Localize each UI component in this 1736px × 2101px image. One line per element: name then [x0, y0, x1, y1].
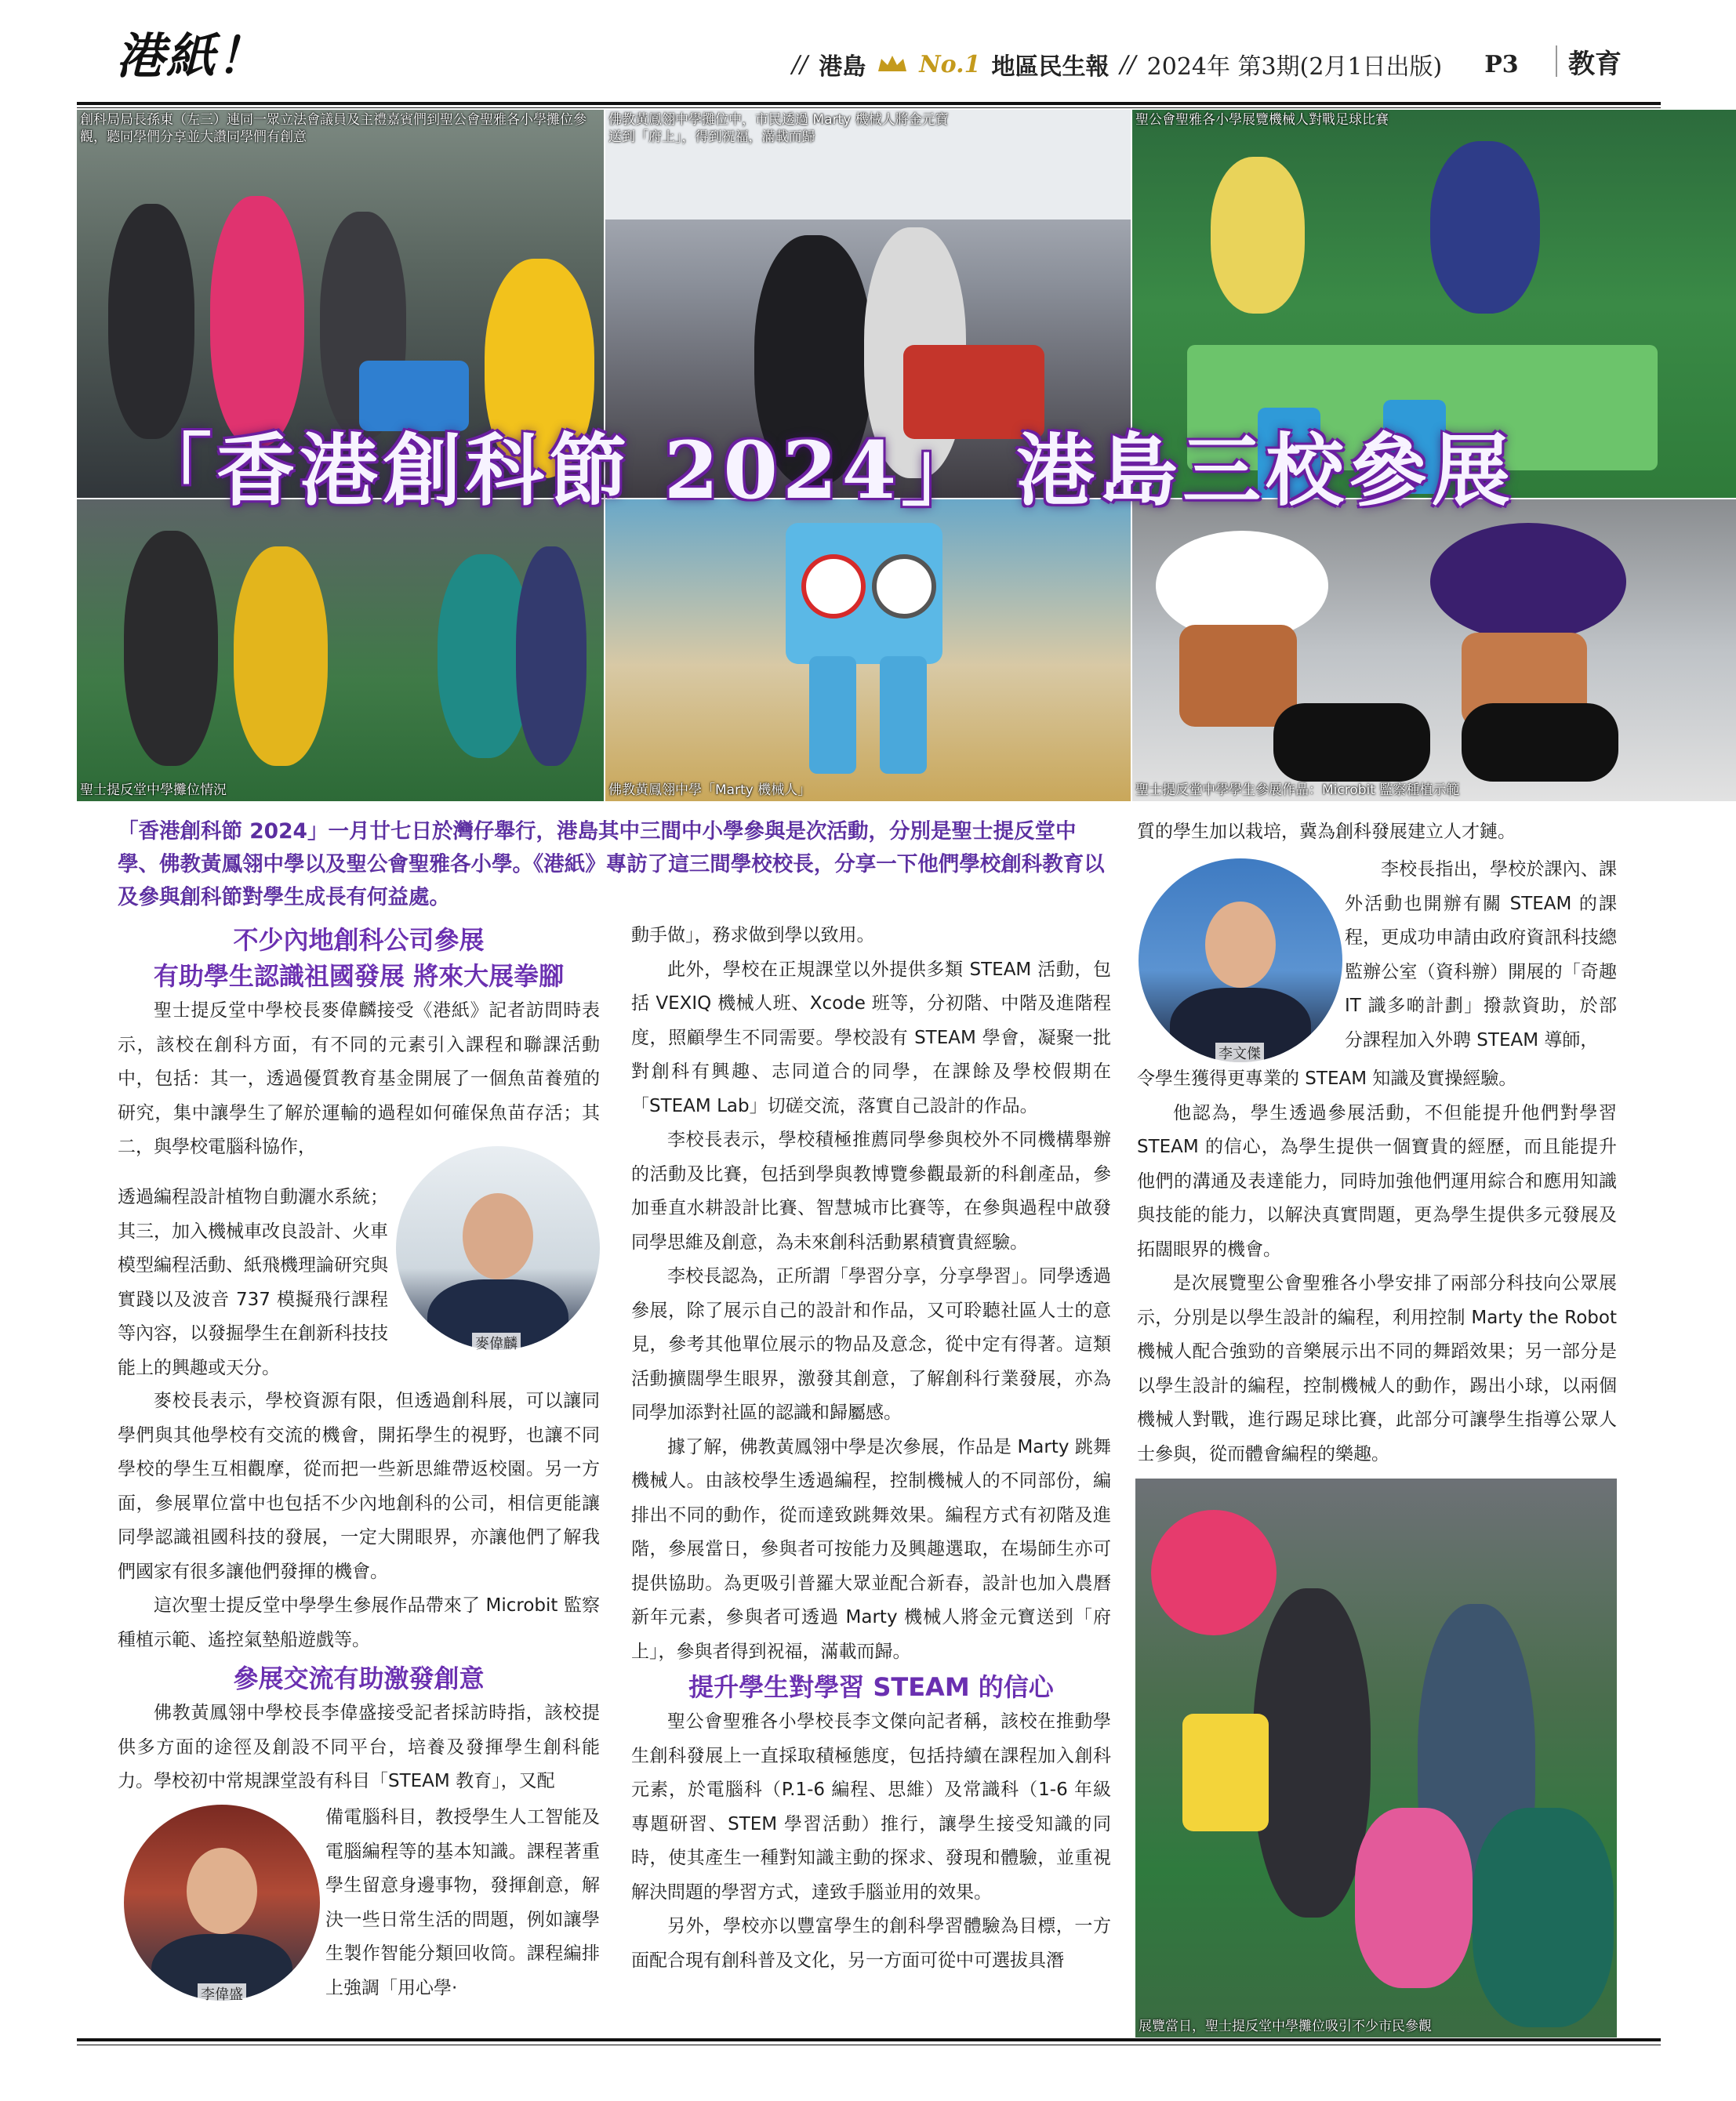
portrait-caption: 李偉盛: [198, 1983, 246, 2004]
article-paragraph: 質的學生加以栽培，冀為創科發展建立人才鏈。: [1137, 822, 1516, 842]
column-1: [118, 922, 600, 1165]
subheading: 不少內地創科公司參展: [233, 925, 485, 955]
photo-marty-robot: [605, 499, 1131, 801]
article-paragraph: 另外，學校亦以豐富學生的創科學習體驗為目標，一方面配合現有創科普及文化，另一方面可從中可選拔具潛: [631, 1916, 1111, 1971]
portrait-lee-man-kit: [1139, 858, 1342, 1062]
masthead-tagline: 地區民生報: [991, 53, 1110, 81]
masthead-issue: 2024年 第3期(2月1日出版): [1146, 53, 1443, 81]
column-1-wrap: [118, 1181, 388, 1385]
section-name: 教育: [1568, 49, 1622, 80]
top-rule-thin: [77, 107, 1661, 108]
masthead-info: [792, 47, 1519, 82]
photo-visitors: [1135, 1479, 1617, 2037]
article-paragraph: 是次展覽聖公會聖雅各小學安排了兩部分科技向公眾展示，分別是以學生設計的編程，利用控制 Marty the Robot 機械人配合強勁的音樂展示出不同的舞蹈效果；另一部分是以學生設計的編程，控制機械人的動作，踢出小球，以兩個機械人對戰，進行踢足球比賽，此部分可讓學生指導公眾人士參與，從而體會編程的樂趣。: [1137, 1273, 1617, 1464]
newspaper-logo: 港紙！: [116, 27, 267, 85]
article-paragraph: 令學生獲得更專業的 STEAM 知識及實操經驗。: [1137, 1069, 1517, 1089]
top-rule: [77, 102, 1661, 105]
article-paragraph: 聖公會聖雅各小學校長李文傑向記者稱，該校在推動學生創科發展上一直採取積極態度，包括持續在課程加入創科元素，於電腦科（P.1-6 編程、思維）及常識科（1-6 年級專題研習、STEM 學習活動）推行，讓學生接受知識的同時，使其產生一種對知識主動的探求、發現和體驗，並重視解決問題的學習方式，達致手腦並用的效果。: [631, 1711, 1111, 1903]
article-paragraph: 李校長表示，學校積極推薦同學參與校外不同機構舉辦的活動及比賽，包括到學與教博覽參觀最新的科創產品，參加垂直水耕設計比賽、智慧城市比賽等，在參與過程中啟發同學思維及創意，為未來創科活動累積寶貴經驗。: [631, 1130, 1111, 1253]
article-paragraph: 備電腦科目，教授學生人工智能及電腦編程等的基本知識。課程著重學生留意身邊事物，發揮創意，解決一些日常生活的問題，例如讓學生製作智能分類回收筒。課程編排上強調「用心學·: [325, 1807, 600, 1998]
masthead-rank: No.1: [919, 50, 981, 78]
lead-paragraph: 「香港創科節 2024」一月廿七日於灣仔舉行，港島其中三間中小學參與是次活動，分別是聖士提反堂中學、佛教黃鳳翎中學以及聖公會聖雅各小學。《港紙》專訪了這三間學校校長，分享一下他們學校創科教育以及參與創科節對學生成長有何益處。: [118, 819, 1105, 909]
article-paragraph: 此外，學校在正規課堂以外提供多類 STEAM 活動，包括 VEXIQ 機械人班、Xcode 班等，分初階、中階及進階程度，照顧學生不同需要。學校設有 STEAM 學會，凝聚一批對創科有興趣、志同道合的同學，在課餘及學校假期在「STEAM Lab」切磋交流，落實自己設計的作品。: [631, 959, 1111, 1116]
column-2: [631, 919, 1111, 1978]
portrait-caption: 李文傑: [1215, 1043, 1264, 1063]
article-paragraph: 這次聖士提反堂中學學生參展作品帶來了 Microbit 監察種植示範、遙控氣墊船遊戲等。: [118, 1595, 600, 1650]
portrait-caption: 麥偉麟: [472, 1333, 521, 1353]
article-paragraph: 動手做」，務求做到學以致用。: [631, 925, 875, 945]
photo-caption: 佛教黃鳳翎中學攤位中，市民透過 Marty 機械人將金元寶送到「府上」，得到祝福，滿載而歸: [608, 112, 949, 145]
photo-caption: 聖士提反堂中學攤位情況: [80, 782, 227, 798]
photo-caption: 聖士提反堂中學學生參展作品：Microbit 監察種植示範: [1135, 782, 1460, 798]
article-paragraph: 李校長指出，學校於課內、課外活動也開辦有關 STEAM 的課程，更成功申請由政府資訊科技總監辦公室（資科辦）開展的「奇趣 IT 識多啲計劃」撥款資助，於部分課程加入外聘 STEAM 導師，: [1345, 859, 1617, 1050]
photo-caption: 佛教黃鳳翎中學「Marty 機械人」: [608, 782, 812, 798]
subheading: 有助學生認識祖國發展 將來大展拳腳: [153, 961, 565, 991]
bottom-rule: [77, 2038, 1661, 2041]
article-paragraph: 他認為，學生透過參展活動，不但能提升他們對學習 STEAM 的信心，為學生提供一個寶貴的經歷，而且能提升他們的溝通及表達能力，同時加強他們運用綜合和應用知識與技能的能力，以解決真實問題，更為學生提供多元發展及拓闊眼界的機會。: [1137, 1102, 1617, 1260]
photo-microbit-plants: [1132, 499, 1736, 801]
article-paragraph: 聖士提反堂中學校長麥偉麟接受《港紙》記者訪問時表示，該校在創科方面，有不同的元素引入課程和聯課活動中，包括：其一，透過優質教育基金開展了一個魚苗養殖的研究，集中讓學生了解於運輸的過程如何確保魚苗存活；其二，與學校電腦科協作，: [118, 1000, 600, 1157]
column-3-wrap: [1345, 853, 1617, 1058]
crown-icon: [877, 54, 908, 74]
portrait-lee-wai-shing: [124, 1805, 320, 2001]
photo-caption: 展覽當日，聖士提反堂中學攤位吸引不少市民參觀: [1139, 2019, 1432, 2034]
article-paragraph: 據了解，佛教黃鳳翎中學是次參展，作品是 Marty 跳舞機械人。由該校學生透過編程，控制機械人的不同部份，編排出不同的動作，從而達致跳舞效果。編程方式有初階及進階，參展當日，參與者可按能力及興趣選取，在場師生亦可提供協助。為更吸引普羅大眾並配合新春，設計也加入農曆新年元素，參與者可透過 Marty 機械人將金元寶送到「府上」，參與者得到祝福，滿載而歸。: [631, 1436, 1111, 1662]
portrait-mak: [396, 1146, 600, 1350]
column-1-cont: [118, 1384, 600, 1799]
article-paragraph: 透過編程設計植物自動灑水系統；其三，加入機械車改良設計、火車模型編程活動、紙飛機理論研究與實踐以及波音 737 模擬飛行課程等內容，以發掘學生在創新科技技能上的興趣或天分。: [118, 1187, 388, 1378]
article-paragraph: 麥校長表示，學校資源有限，但透過創科展，可以讓同學們與其他學校有交流的機會，開拓學生的視野，也讓不同學校的學生互相觀摩，從而把一些新思維帶返校園。另一方面，參展單位當中也包括不少內地創科的公司，相信更能讓同學認識祖國科技的發展，一定大開眼界，亦讓他們了解我們國家有很多讓他們發揮的機會。: [118, 1391, 600, 1582]
photo-ssc-booth: [77, 499, 604, 801]
article-paragraph: 李校長認為，正所謂「學習分享，分享學習」。同學透過參展，除了展示自己的設計和作品，又可聆聽社區人士的意見，參考其他單位展示的物品及意念，從中定有得著。這類活動擴闊學生眼界，激發其創意，了解創科行業發展，亦為同學加添對社區的認識和歸屬感。: [631, 1266, 1111, 1423]
masthead-divider: [1556, 45, 1557, 77]
photo-caption: 創科局局長孫東（左三）連同一眾立法會議員及主禮嘉賓們到聖公會聖雅各小學攤位參觀，聽同學們分享並大讚同學們有創意: [80, 112, 587, 145]
slash-decoration: //: [1120, 50, 1136, 78]
masthead-region: 港島: [819, 53, 866, 81]
page-number: P3: [1484, 50, 1519, 78]
photo-caption: 聖公會聖雅各小學展覽機械人對戰足球比賽: [1135, 112, 1389, 128]
subheading: 參展交流有助激發創意: [233, 1664, 485, 1693]
headline: 「香港創科節 2024」 港島三校參展: [133, 424, 1515, 517]
column-3-top: [1137, 815, 1617, 850]
column-1-wrap2: [325, 1801, 600, 2005]
subheading: 提升學生對學習 STEAM 的信心: [688, 1672, 1054, 1702]
slash-decoration: //: [792, 50, 808, 78]
column-3: [1137, 1062, 1617, 1471]
article-paragraph: 佛教黃鳳翎中學校長李偉盛接受記者採訪時指，該校提供多方面的途徑及創設不同平台，培養及發揮學生創科能力。學校初中常規課堂設有科目「STEAM 教育」，又配: [118, 1703, 600, 1791]
